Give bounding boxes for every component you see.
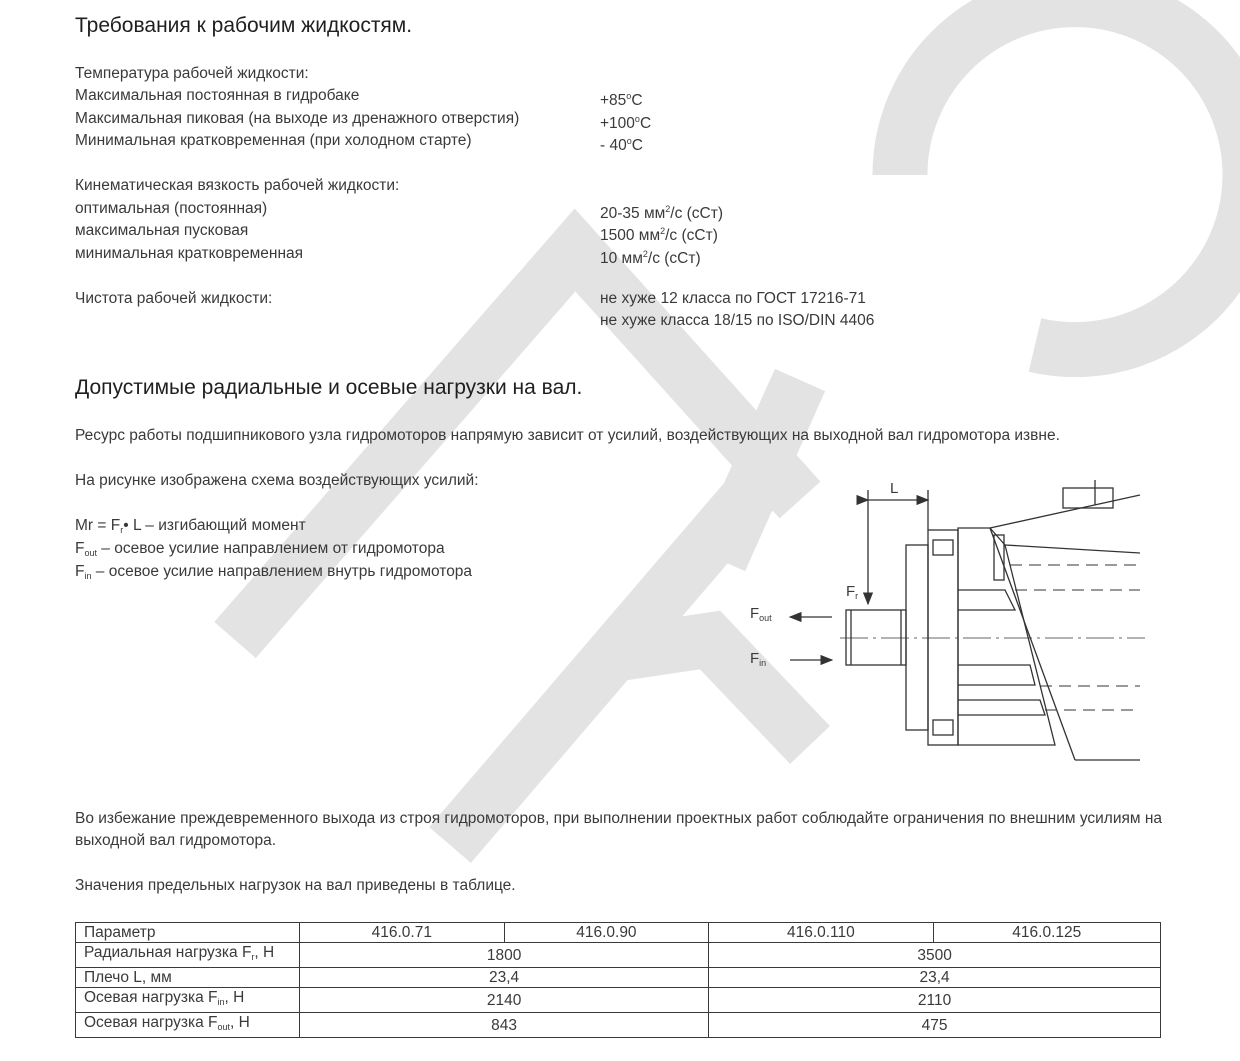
- formula-fin: $F_{in}$ – осевое усилие направлением внутрь гидромотора: [75, 563, 473, 581]
- temp-label-1: Максимальная постоянная в гидробаке: [75, 87, 360, 104]
- paragraph-table-intro: Значения предельных нагрузок на вал приведены в таблице.: [75, 877, 516, 894]
- visc-label-3: минимальная кратковременная: [75, 245, 304, 262]
- row-value: 475: [709, 1013, 1161, 1038]
- temp-value-3: - 40$^o$C: [600, 136, 643, 154]
- row-value: 2140: [300, 988, 709, 1013]
- visc-label-1: оптимальная (постоянная): [75, 200, 268, 217]
- fout-label: $F_{out}$: [750, 605, 772, 623]
- paragraph-scheme: На рисунке изображена схема воздействующих усилий:: [75, 472, 479, 489]
- row-value: 3500: [709, 943, 1161, 968]
- visc-value-3: 10 $мм^2/с$ (сСт): [600, 249, 701, 267]
- header-model: 416.0.125: [933, 923, 1160, 943]
- section-title-loads: Допустимые радиальные и осевые нагрузки на вал.: [75, 376, 583, 399]
- purity-value-2: не хуже класса 18/15 по ISO/DIN 4406: [600, 312, 875, 329]
- purity-label: Чистота рабочей жидкости:: [75, 290, 273, 307]
- viscosity-heading: Кинематическая вязкость рабочей жидкости:: [75, 177, 400, 194]
- visc-value-1: 20-35 $мм^2/с$ (сСт): [600, 204, 724, 222]
- table-row: [76, 943, 1161, 968]
- motor-drawing: [740, 475, 1150, 775]
- table-row: [76, 968, 1161, 988]
- paragraph-resource: Ресурс работы подшипникового узла гидромоторов напрямую зависит от усилий, воздействующих на выходной вал гидромотора извне.: [75, 427, 1060, 444]
- header-model: 416.0.71: [300, 923, 505, 943]
- row-param: Осевая нагрузка $F_{out}$, Н: [76, 1013, 300, 1038]
- row-param: Осевая нагрузка $F_{in}$, Н: [76, 988, 300, 1013]
- force-diagram: [740, 475, 1150, 775]
- row-param: Радиальная нагрузка $F_r$, Н: [76, 943, 300, 968]
- formula-fout: $F_{out}$ – осевое усилие направлением от гидромотора: [75, 540, 445, 558]
- visc-value-2: 1500 $мм^2/с$ (сСт): [600, 226, 718, 244]
- purity-value-1: не хуже 12 класса по ГОСТ 17216-71: [600, 290, 866, 307]
- temperature-heading: Температура рабочей жидкости:: [75, 65, 309, 82]
- temp-value-2: $+100^oC$: [600, 114, 652, 132]
- temp-value-1: $+85^oC$: [600, 91, 643, 109]
- temp-label-2: Максимальная пиковая (на выходе из дренажного отверстия): [75, 110, 520, 127]
- header-param: Параметр: [76, 923, 300, 943]
- row-value: 1800: [300, 943, 709, 968]
- table-row: [76, 1013, 1161, 1038]
- loads-table: [75, 922, 1161, 1038]
- row-value: 843: [300, 1013, 709, 1038]
- fin-label: $F_{in}$: [750, 650, 767, 668]
- fr-label: $F_r$: [846, 583, 859, 601]
- row-value: 23,4: [300, 968, 709, 988]
- paragraph-warning: Во избежание преждевременного выхода из строя гидромоторов, при выполнении проектных работ соблюдайте ограничения по внешним усилиям на выходной вал гидромотора.: [75, 810, 1163, 849]
- table-row: [76, 988, 1161, 1013]
- header-model: 416.0.90: [504, 923, 709, 943]
- section-title-fluids: Требования к рабочим жидкостям.: [75, 14, 413, 37]
- row-param: Плечо L, мм: [76, 968, 300, 988]
- header-model: 416.0.110: [709, 923, 933, 943]
- dimension-L-label: L: [890, 480, 899, 497]
- row-value: 2110: [709, 988, 1161, 1013]
- visc-label-2: максимальная пусковая: [75, 222, 249, 239]
- temp-label-3: Минимальная кратковременная (при холодном старте): [75, 132, 472, 149]
- table-header-row: [76, 923, 1161, 943]
- formula-moment: $Mr = F_r•$ L – изгибающий момент: [75, 517, 306, 535]
- row-value: 23,4: [709, 968, 1161, 988]
